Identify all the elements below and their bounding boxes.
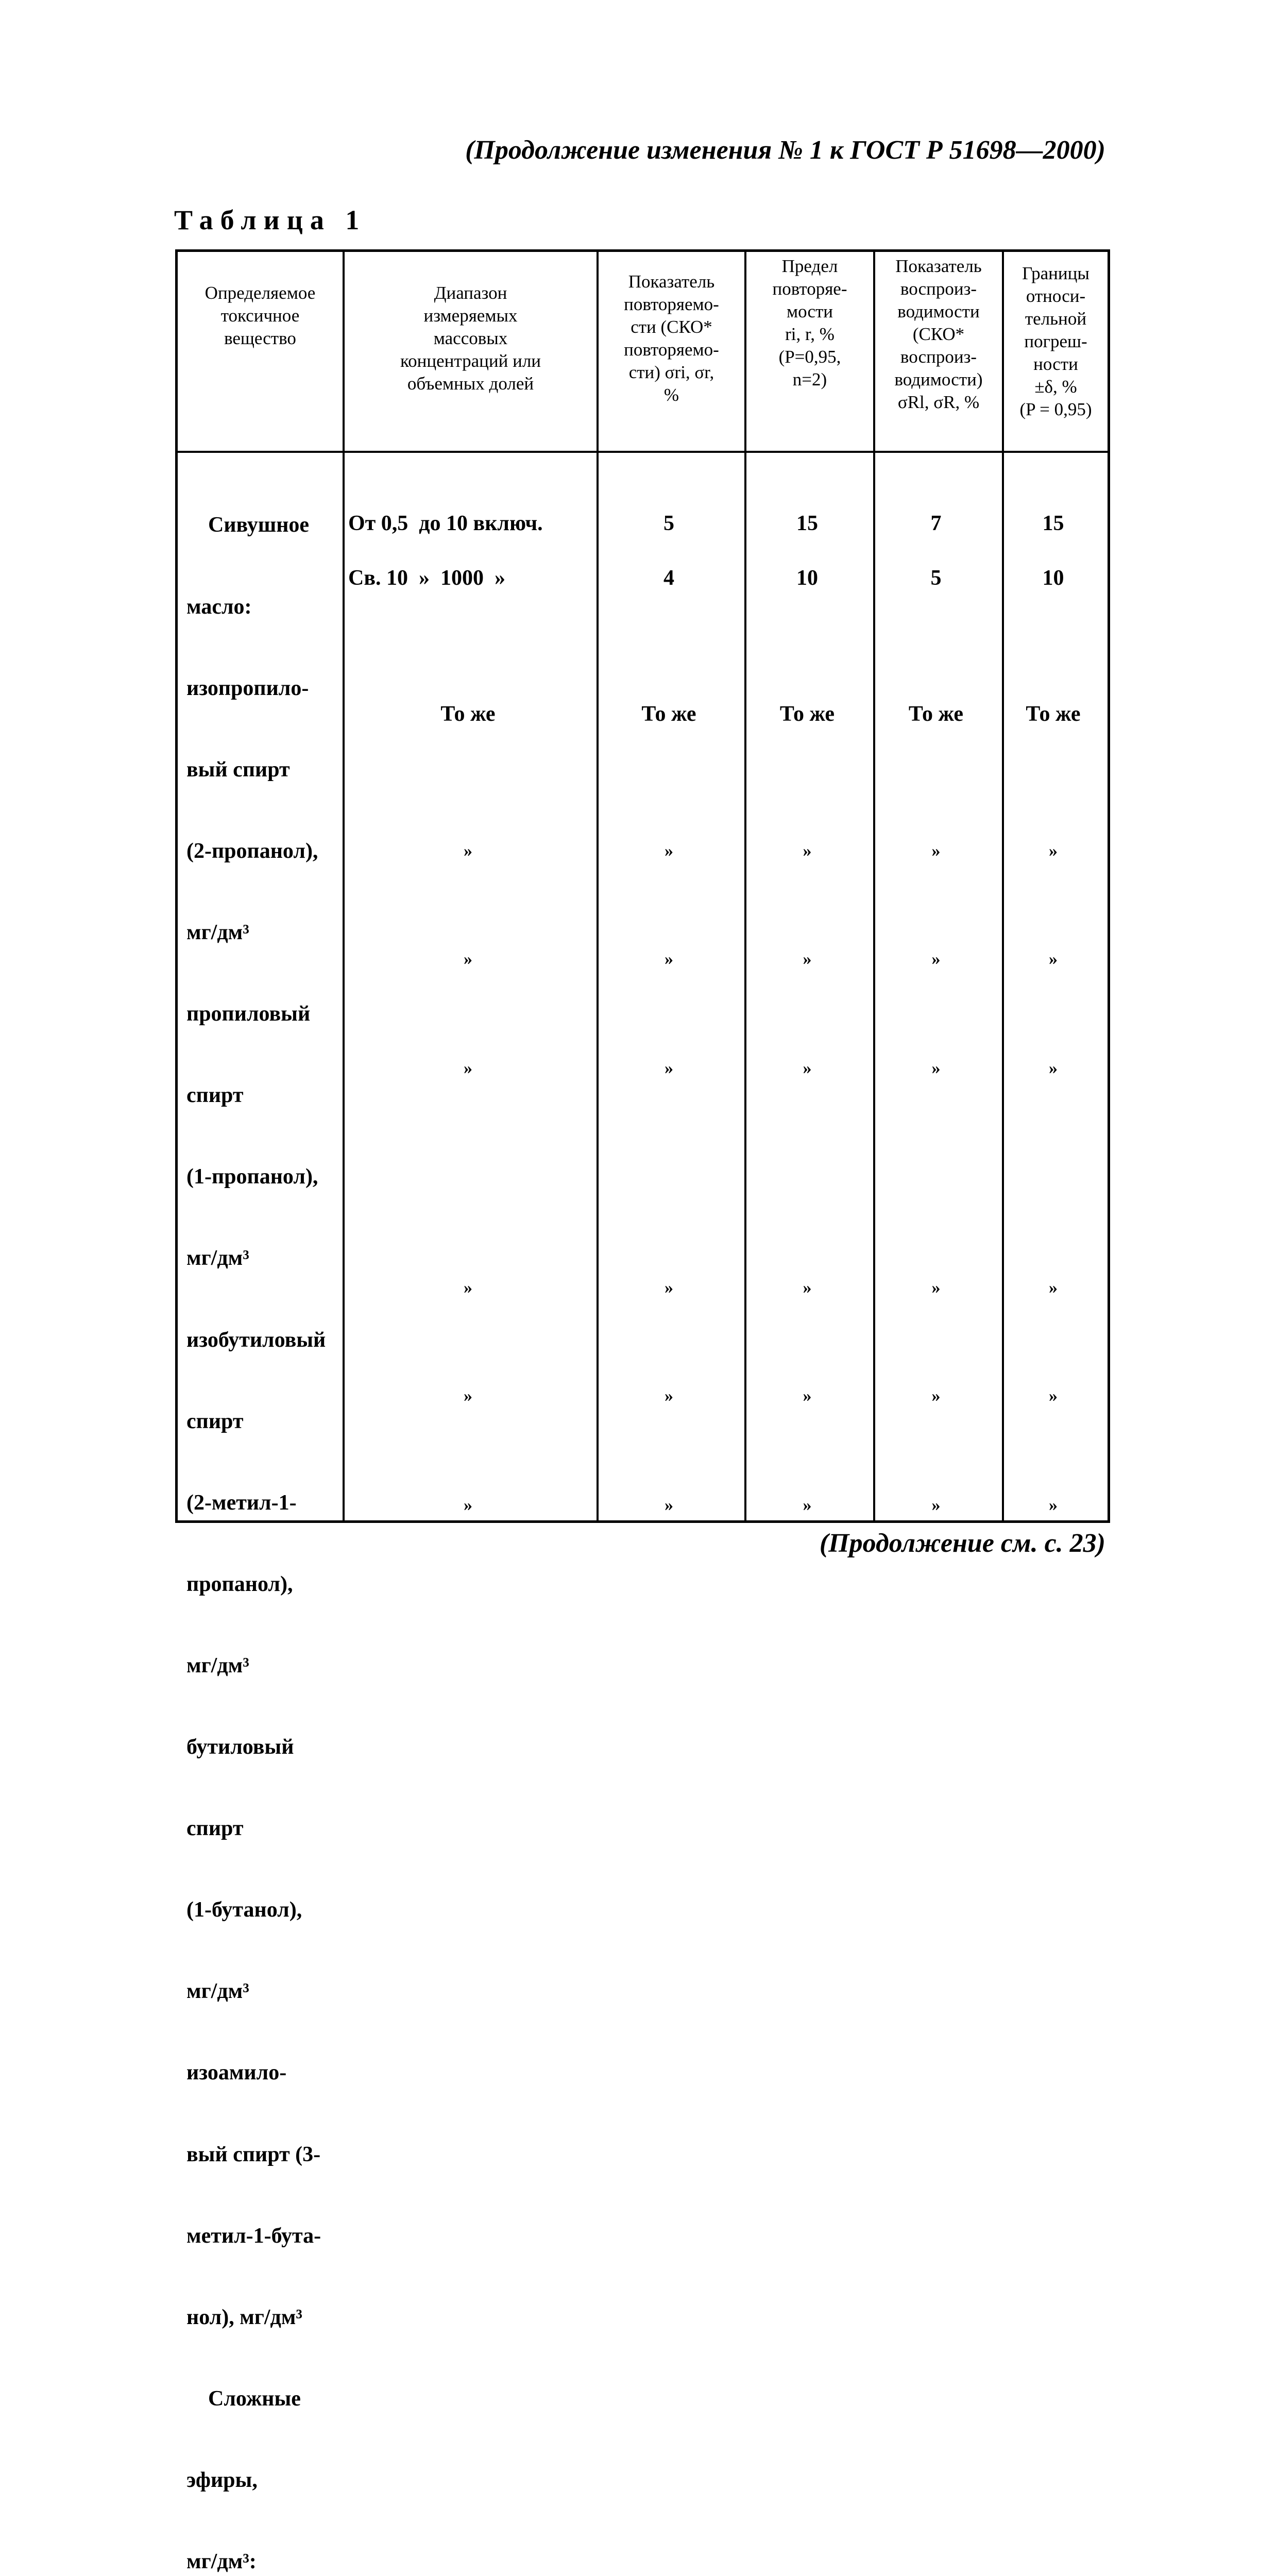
value-cell: 15 [796, 512, 818, 535]
value-cell: » [1049, 1496, 1058, 1515]
page-header: (Продолжение изменения № 1 к ГОСТ Р 51698—2000) [465, 135, 1105, 165]
value-cell: 7 [930, 512, 942, 535]
substance-line: мг/дм³ [186, 1246, 249, 1270]
range-cell: То же [440, 702, 496, 726]
substance-line: мг/дм³ [186, 1979, 249, 2004]
header-repeatability-limit: Предел повторяе- мости ri, r, % (P=0,95, n=2) [772, 256, 847, 389]
substance-line: (1-пропанол), [186, 1165, 318, 1189]
value-cell: » [803, 1059, 812, 1078]
range-cell: » [464, 1059, 472, 1078]
substance-line: спирт [186, 1817, 244, 1841]
substance-line: эфиры, [186, 2468, 258, 2493]
range-cell: » [464, 1386, 472, 1405]
substance-line: пропанол), [186, 1572, 293, 1596]
value-cell: 5 [930, 566, 942, 590]
range-cell: » [464, 841, 472, 860]
value-cell: » [665, 1496, 673, 1515]
range-cell: » [464, 1278, 472, 1297]
substance-line: нол), мг/дм³ [186, 2305, 302, 2329]
substance-line: Сивушное [186, 513, 310, 537]
substance-line: метил-1-бута- [186, 2224, 321, 2248]
value-cell: То же [779, 702, 835, 726]
value-cell: То же [908, 702, 964, 726]
value-cell: » [803, 841, 812, 860]
value-cell: То же [641, 702, 696, 726]
continuation-note: (Продолжение см. с. 23) [819, 1529, 1105, 1558]
value-cell: » [1049, 1386, 1058, 1405]
substance-line: масло: [186, 595, 252, 619]
substance-line: мг/дм³ [186, 1653, 249, 1677]
header-repeatability-sd: Показатель повторяемо- сти (СКО* повторяемо- сти) σri, σr, % [624, 272, 719, 405]
value-cell: » [1049, 950, 1058, 969]
table-caption: Таблица 1 [174, 205, 367, 235]
value-cell: » [931, 950, 941, 969]
range-cell: От 0,5 до 10 включ. [348, 512, 543, 535]
substance-line: вый спирт [186, 757, 290, 782]
substance-line: пропиловый [186, 1002, 311, 1026]
substance-line: спирт [186, 1409, 244, 1433]
substance-line: изоамило- [186, 2061, 287, 2085]
value-cell: » [803, 1496, 812, 1515]
value-cell: » [1049, 1278, 1058, 1297]
value-cell: » [931, 1386, 941, 1405]
value-cell: » [803, 1278, 812, 1297]
value-cell: » [665, 950, 673, 969]
value-cell: » [931, 841, 941, 860]
value-cell: » [665, 1278, 673, 1297]
substance-line: спирт [186, 1083, 244, 1108]
substance-line: (2-пропанол), [186, 839, 318, 863]
header-reproducibility-sd: Показатель воспроиз- водимости (СКО* воспроиз- водимости) σRl, σR, % [894, 256, 983, 412]
value-cell: 5 [663, 512, 674, 535]
substance-line: мг/дм³ [186, 920, 249, 944]
value-cell: » [803, 1386, 812, 1405]
value-cell: » [1049, 841, 1058, 860]
value-cell: » [931, 1496, 941, 1515]
substance-line: (1-бутанол), [186, 1898, 302, 1922]
value-cell: » [931, 1059, 941, 1078]
value-cell: 4 [663, 566, 674, 590]
range-cell: » [464, 950, 472, 969]
value-cell: » [665, 841, 673, 860]
substance-line: мг/дм³: [186, 2550, 257, 2574]
range-cell: » [464, 1496, 472, 1515]
range-cell: Св. 10 » 1000 » [348, 566, 506, 590]
header-error-bounds: Границы относи- тельной погреш- ности ±δ, % (P = 0,95) [1019, 263, 1092, 419]
substance-line: изобутиловый [186, 1328, 326, 1352]
substance-line: изопропило- [186, 676, 309, 700]
substance-line: вый спирт (3- [186, 2142, 321, 2166]
value-cell: 10 [796, 566, 818, 590]
header-range: Диапазон измеряемых массовых концентраций или объемных долей [400, 283, 541, 394]
substance-line: (2-метил-1- [186, 1490, 297, 1515]
substance-column [186, 457, 341, 2576]
substance-line: Сложные [186, 2386, 301, 2411]
value-cell: » [931, 1278, 941, 1297]
value-cell: » [665, 1059, 673, 1078]
substance-line: бутиловый [186, 1735, 294, 1759]
value-cell: » [803, 950, 812, 969]
value-cell: 15 [1042, 512, 1064, 535]
value-cell: То же [1026, 702, 1081, 726]
header-substance: Определяемое токсичное вещество [205, 283, 316, 348]
value-cell: » [665, 1386, 673, 1405]
value-cell: » [1049, 1059, 1058, 1078]
header-divider [178, 451, 1108, 453]
value-cell: 10 [1042, 566, 1064, 590]
